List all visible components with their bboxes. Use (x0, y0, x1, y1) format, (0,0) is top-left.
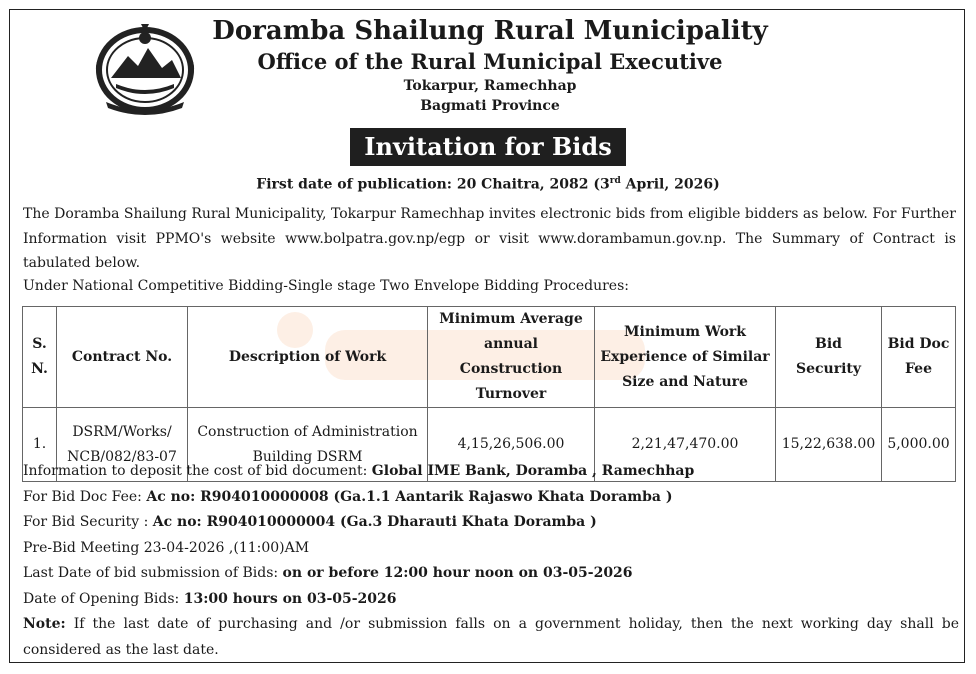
bid-security-account: For Bid Security : Ac no: R904010000004 (Ga.3 Dharauti Khata Doramba ) (23, 514, 597, 530)
cell-bid-doc-fee: 5,000.00 (882, 408, 956, 482)
opening-date: Date of Opening Bids: 13:00 hours on 03-05-2026 (23, 590, 397, 607)
bid-doc-fee-account: For Bid Doc Fee: Ac no: R904010000008 (Ga.1.1 Aantarik Rajaswo Khata Doramba ) (23, 488, 673, 505)
notice-title: Invitation for Bids (350, 128, 625, 166)
address-line-2: Bagmati Province (420, 98, 560, 114)
cell-contract-no: DSRM/Works/ NCB/082/83-07 (57, 408, 188, 482)
address-line-1: Tokarpur, Ramechhap (403, 78, 577, 94)
nepal-government-emblem-icon (86, 18, 204, 118)
bid-information (23, 459, 959, 663)
cell-turnover: 4,15,26,506.00 (428, 408, 595, 482)
banner-container (0, 128, 976, 166)
deposit-info: Information to deposit the cost of bid document: Global IME Bank, Doramba , Ramechhap (23, 463, 695, 479)
cell-description: Construction of Administration Building DSRM (188, 408, 428, 482)
office-name: Office of the Rural Municipal Executive (257, 49, 723, 74)
header-contract-no: Contract No. (57, 307, 188, 408)
publication-date-prefix: First date of publication: 20 Chaitra, 2082 (3 (256, 176, 610, 193)
header-bid-security: Bid Security (776, 307, 882, 408)
header-turnover: Minimum Average annual Construction Turnover (428, 307, 595, 408)
publication-date-suffix: April, 2026) (620, 176, 720, 193)
contract-summary-table (22, 306, 956, 482)
cell-sn: 1. (23, 408, 57, 482)
procedure-line: Under National Competitive Bidding-Single stage Two Envelope Bidding Procedures: (23, 278, 629, 294)
holiday-note: Note: If the last date of purchasing and /or submission falls on a government holiday, then the next working day shall be considered as the last date. (23, 616, 959, 658)
header-sn: S. N. (23, 307, 57, 408)
header-experience: Minimum Work Experience of Similar Size and Nature (595, 307, 776, 408)
intro-paragraph: The Doramba Shailung Rural Municipality, Tokarpur Ramechhap invites electronic bids from eligible bidders as below. For Further Information visit PPMO's website www.bolpatra.gov.np/egp or visit www.dorambamun.gov.np. The Summary of Contract is tabulated below. (23, 206, 956, 271)
publication-date (0, 176, 976, 193)
header-bid-doc-fee: Bid Doc Fee (882, 307, 956, 408)
letterhead (200, 14, 780, 116)
last-submission-date: Last Date of bid submission of Bids: on or before 12:00 hour noon on 03-05-2026 (23, 565, 633, 581)
cell-experience: 2,21,47,470.00 (595, 408, 776, 482)
table-header-row (23, 307, 956, 408)
municipality-name: Doramba Shailung Rural Municipality (212, 16, 768, 46)
publication-date-sup: rd (609, 176, 621, 186)
header-description: Description of Work (188, 307, 428, 408)
cell-bid-security: 15,22,638.00 (776, 408, 882, 482)
pre-bid-meeting: Pre-Bid Meeting 23-04-2026 ,(11:00)AM (23, 539, 310, 556)
